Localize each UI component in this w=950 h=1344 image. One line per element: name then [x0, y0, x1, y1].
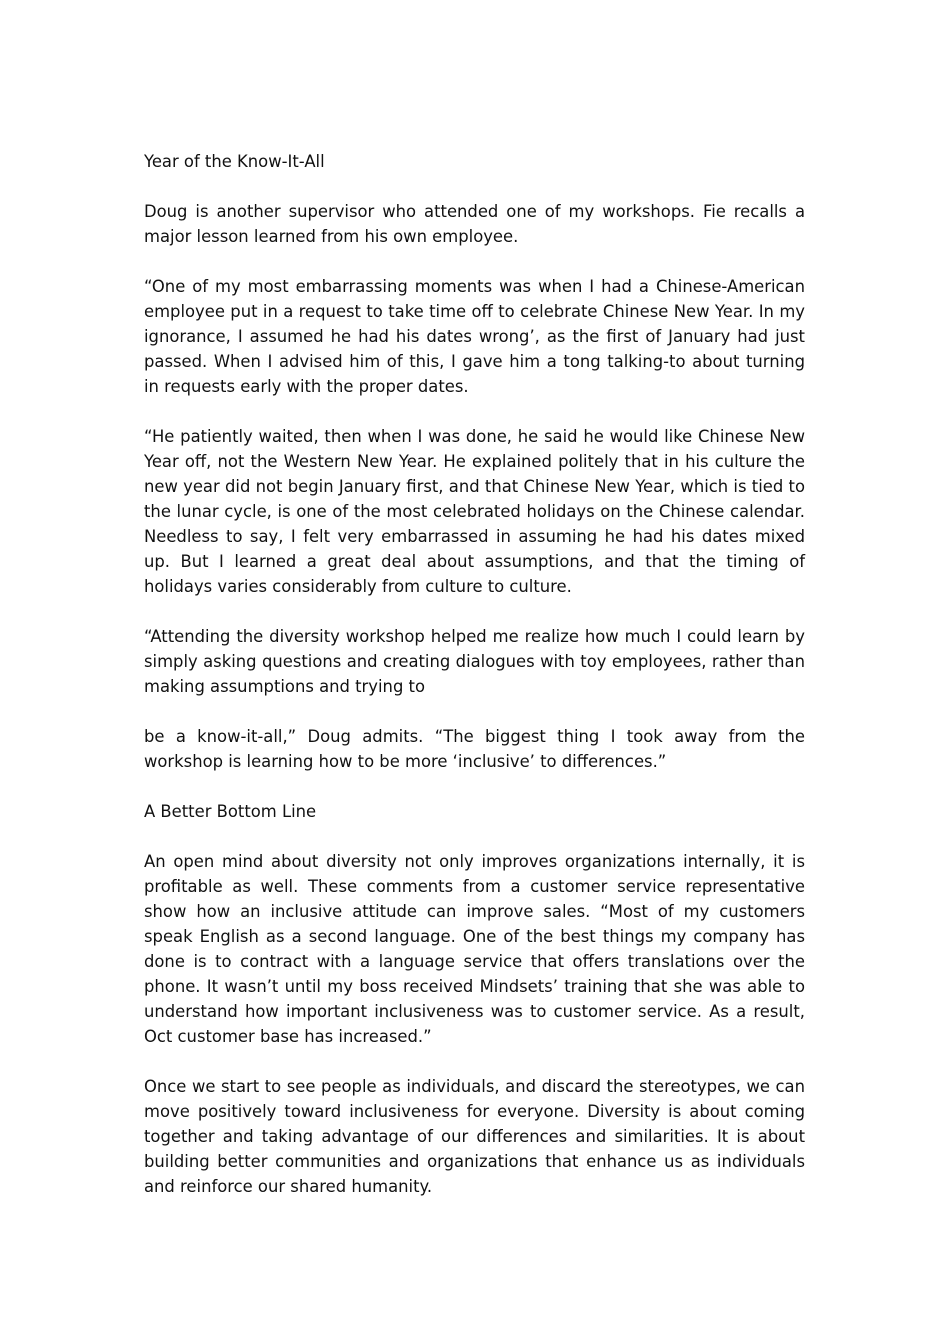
document-page — [144, 149, 805, 1224]
paragraph-individuals: Once we start to see people as individuals, and discard the stereotypes, we can move positively toward inclusiveness for everyone. Diversity is about coming together and taking advantage of our differences and similarities. It is about building better communities and organizations that enhance us as individuals and reinforce our shared humanity. — [144, 1077, 805, 1196]
paragraph-know-it-all: be a know-it-all,” Doug admits. “The biggest thing I took away from the workshop is learning how to be more ‘inclusive’ to differences.” — [144, 727, 805, 771]
paragraph-doug-intro: Doug is another supervisor who attended one of my workshops. Fie recalls a major lesson learned from his own employee. — [144, 202, 805, 246]
section-heading-know-it-all: Year of the Know-It-All — [144, 152, 325, 171]
section-heading-bottom-line: A Better Bottom Line — [144, 802, 317, 821]
paragraph-open-mind: An open mind about diversity not only improves organizations internally, it is profitable as well. These comments from a customer service representative show how an inclusive attitude can improve sales. “Most of my customers speak English as a second language. One of the best things my company has done is to contract with a language service that offers translations over the phone. It wasn’t until my boss received Mindsets’ training that she was able to understand how important inclusiveness was to customer service. As a result, Oct customer base has increased.” — [144, 852, 805, 1046]
paragraph-embarrassing-moment: “One of my most embarrassing moments was when I had a Chinese-American employee put in a request to take time off to celebrate Chinese New Year. In my ignorance, I assumed he had his dates wrong’, as the first of January had just passed. When I advised him of this, I gave him a tong talking-to about turning in requests early with the proper dates. — [144, 277, 805, 396]
paragraph-patiently-waited: “He patiently waited, then when I was done, he said he would like Chinese New Year off, not the Western New Year. He explained politely that in his culture the new year did not begin January first, and that Chinese New Year, which is tied to the lunar cycle, is one of the most celebrated holidays on the Chinese calendar. Needless to say, I felt very embarrassed in assuming he had his dates mixed up. But I learned a great deal about assumptions, and that the timing of holidays varies considerably from culture to culture. — [144, 427, 805, 596]
paragraph-workshop-realize: “Attending the diversity workshop helped me realize how much I could learn by simply asking questions and creating dialogues with toy employees, rather than making assumptions and trying to — [144, 627, 805, 696]
